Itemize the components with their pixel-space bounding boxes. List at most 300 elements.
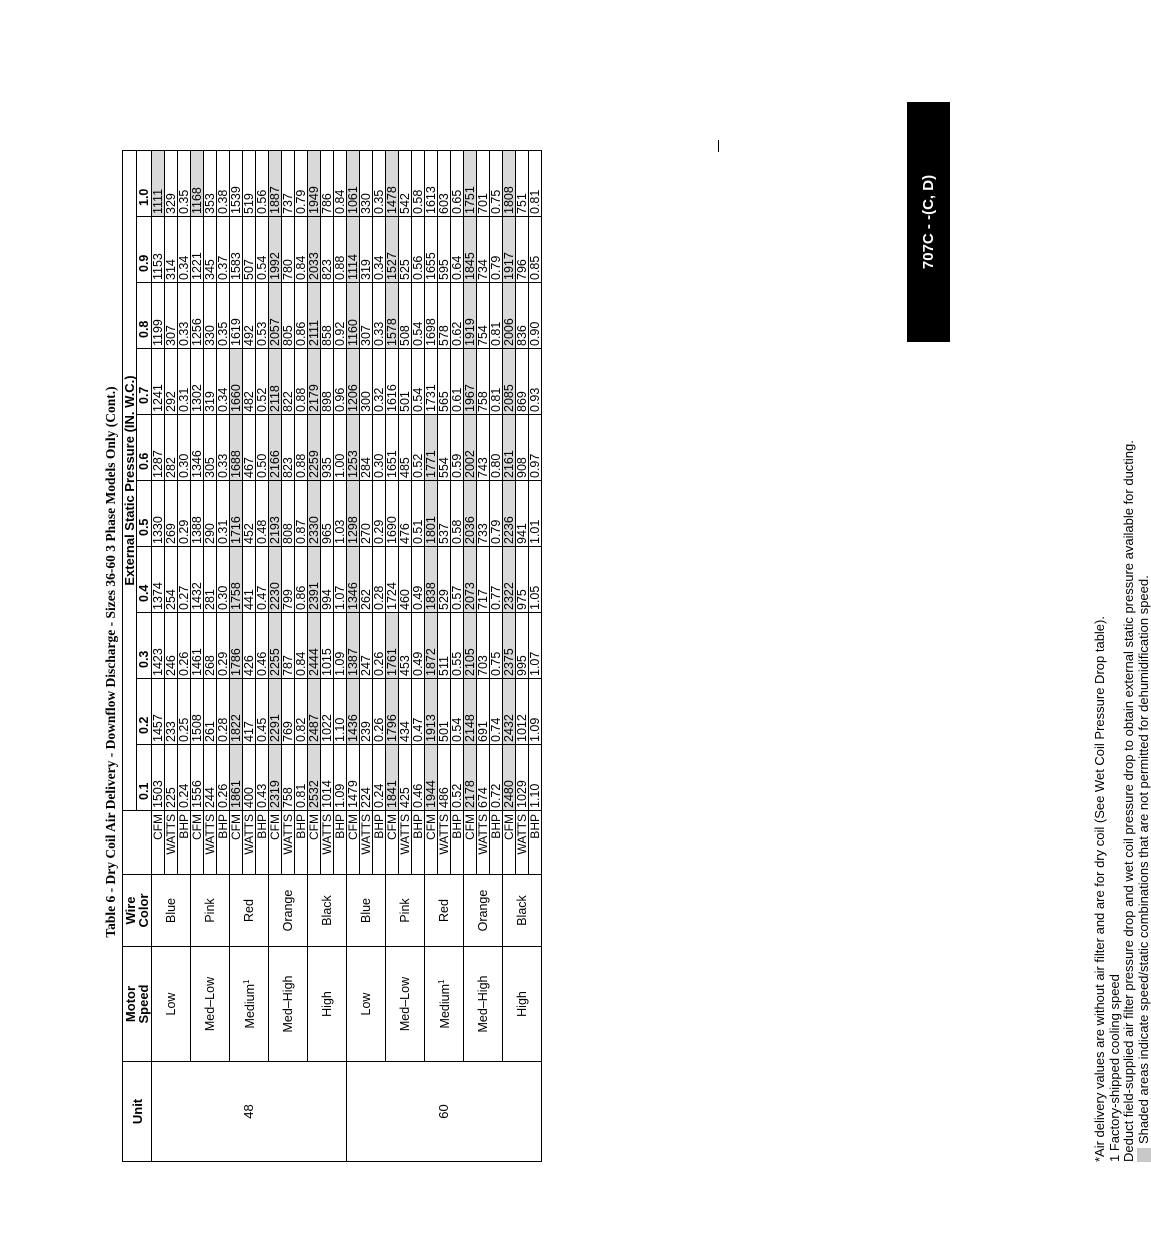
value-cell: 0.27 [178,547,191,613]
value-cell: 329 [165,151,178,217]
value-cell: 1.07 [529,613,542,679]
value-cell: 0.57 [451,547,464,613]
value-cell: 0.75 [490,613,503,679]
value-cell: 224 [360,745,373,811]
value-cell: 0.49 [412,613,425,679]
value-cell: 1508 [191,679,204,745]
motor-speed-text: Low [359,992,373,1016]
value-cell: 1206 [347,349,360,415]
value-cell: 261 [204,679,217,745]
value-cell: 0.88 [334,217,347,283]
value-cell: 0.47 [412,679,425,745]
value-cell: 2255 [269,613,282,679]
wire-color-cell: Pink [386,875,425,947]
value-cell: 537 [438,481,451,547]
row-label: CFM [347,811,360,875]
value-cell: 2259 [308,415,321,481]
value-cell: 2036 [464,481,477,547]
value-cell: 1.09 [334,745,347,811]
value-cell: 1111 [152,151,165,217]
value-cell: 529 [438,547,451,613]
value-cell: 1061 [347,151,360,217]
table-row [503,151,516,1162]
row-label: WATTS [321,811,334,875]
value-cell: 0.64 [451,217,464,283]
value-cell: 0.26 [373,613,386,679]
table-row [269,151,282,1162]
value-cell: 787 [282,613,295,679]
value-cell: 908 [516,415,529,481]
value-cell: 319 [360,217,373,283]
value-cell: 1168 [191,151,204,217]
value-cell: 780 [282,217,295,283]
pressure-header: 0.7 [137,349,152,415]
value-cell: 0.35 [373,151,386,217]
row-label: CFM [464,811,477,875]
side-tab-label: 707C - -(C, D) [907,102,950,342]
row-label: BHP [373,811,386,875]
value-cell: 1287 [152,415,165,481]
value-cell: 1029 [516,745,529,811]
value-cell: 2322 [503,547,516,613]
wire-color-header: Wire Color [123,875,152,947]
row-label: CFM [425,811,438,875]
row-label: WATTS [516,811,529,875]
value-cell: 1014 [321,745,334,811]
row-label: WATTS [165,811,178,875]
value-cell: 717 [477,547,490,613]
value-cell: 1731 [425,349,438,415]
value-cell: 0.80 [490,415,503,481]
value-cell: 1808 [503,151,516,217]
value-cell: 0.84 [295,613,308,679]
value-cell: 0.90 [529,283,542,349]
value-cell: 0.38 [217,151,230,217]
value-cell: 247 [360,613,373,679]
value-cell: 769 [282,679,295,745]
value-cell: 1.09 [334,613,347,679]
value-cell: 603 [438,151,451,217]
value-cell: 1801 [425,481,438,547]
value-cell: 2105 [464,613,477,679]
value-cell: 1616 [386,349,399,415]
value-cell: 1015 [321,613,334,679]
value-cell: 400 [243,745,256,811]
value-cell: 751 [516,151,529,217]
motor-speed-cell [308,947,347,1062]
value-cell: 1.07 [334,547,347,613]
speed-footnote: 1 [242,979,252,984]
value-cell: 898 [321,349,334,415]
value-cell: 0.54 [256,217,269,283]
value-cell: 239 [360,679,373,745]
value-cell: 2532 [308,745,321,811]
value-cell: 2166 [269,415,282,481]
value-cell: 0.53 [256,283,269,349]
value-cell: 1479 [347,745,360,811]
value-cell: 1861 [230,745,243,811]
value-cell: 1160 [347,283,360,349]
value-cell: 2193 [269,481,282,547]
value-cell: 269 [165,481,178,547]
value-cell: 0.50 [256,415,269,481]
value-cell: 225 [165,745,178,811]
value-cell: 1221 [191,217,204,283]
value-cell: 1655 [425,217,438,283]
value-cell: 0.84 [295,217,308,283]
value-cell: 307 [165,283,178,349]
speed-footnote: 1 [437,979,447,984]
value-cell: 0.46 [256,613,269,679]
value-cell: 1436 [347,679,360,745]
value-cell: 1.10 [529,745,542,811]
value-cell: 314 [165,217,178,283]
value-cell: 2391 [308,547,321,613]
table-row [464,151,477,1162]
value-cell: 1478 [386,151,399,217]
row-label: BHP [412,811,425,875]
row-label: WATTS [399,811,412,875]
value-cell: 1841 [386,745,399,811]
value-cell: 737 [282,151,295,217]
value-cell: 1845 [464,217,477,283]
motor-speed-cell [425,947,464,1062]
table-row [191,151,204,1162]
value-cell: 1913 [425,679,438,745]
motor-speed-cell [152,947,191,1062]
value-cell: 691 [477,679,490,745]
value-cell: 0.61 [451,349,464,415]
table-row [230,151,243,1162]
value-cell: 0.34 [178,217,191,283]
value-cell: 2330 [308,481,321,547]
value-cell: 0.26 [178,613,191,679]
value-cell: 0.79 [490,217,503,283]
value-cell: 0.86 [295,547,308,613]
value-cell: 0.29 [217,613,230,679]
value-cell: 975 [516,547,529,613]
row-label: CFM [191,811,204,875]
value-cell: 1771 [425,415,438,481]
value-cell: 305 [204,415,217,481]
value-cell: 743 [477,415,490,481]
value-cell: 1022 [321,679,334,745]
value-cell: 0.34 [373,217,386,283]
motor-speed-cell [386,947,425,1062]
value-cell: 1539 [230,151,243,217]
pressure-header: 1.0 [137,151,152,217]
value-cell: 941 [516,481,529,547]
value-cell: 0.74 [490,679,503,745]
esp-header: External Static Pressure (IN. W.C.) [123,151,137,811]
value-cell: 330 [360,151,373,217]
value-cell: 1253 [347,415,360,481]
value-cell: 0.28 [373,547,386,613]
value-cell: 501 [438,679,451,745]
value-cell: 270 [360,481,373,547]
motor-speed-cell [191,947,230,1062]
value-cell: 1556 [191,745,204,811]
row-label: CFM [386,811,399,875]
value-cell: 244 [204,745,217,811]
value-cell: 0.35 [217,283,230,349]
pressure-header: 0.4 [137,547,152,613]
value-cell: 1698 [425,283,438,349]
value-cell: 0.56 [412,217,425,283]
value-cell: 1919 [464,283,477,349]
value-cell: 0.29 [373,481,386,547]
value-cell: 1.00 [334,415,347,481]
note-shaded-text: Shaded areas indicate speed/static combinations that are not permitted for dehumidification speed. [1135,575,1151,1144]
value-cell: 0.25 [178,679,191,745]
value-cell: 2002 [464,415,477,481]
value-cell: 0.32 [373,349,386,415]
row-label: WATTS [204,811,217,875]
value-cell: 2148 [464,679,477,745]
value-cell: 858 [321,283,334,349]
motor-speed-cell [347,947,386,1062]
value-cell: 0.88 [295,349,308,415]
value-cell: 0.33 [373,283,386,349]
value-cell: 511 [438,613,451,679]
pressure-header: 0.6 [137,415,152,481]
value-cell: 0.58 [451,481,464,547]
value-cell: 1.05 [529,547,542,613]
value-cell: 0.35 [178,151,191,217]
table-row [386,151,399,1162]
value-cell: 353 [204,151,217,217]
wire-color-cell: Orange [464,875,503,947]
value-cell: 2118 [269,349,282,415]
wire-color-cell: Pink [191,875,230,947]
value-cell: 578 [438,283,451,349]
row-label: CFM [308,811,321,875]
value-cell: 519 [243,151,256,217]
value-cell: 0.54 [451,679,464,745]
value-cell: 0.43 [256,745,269,811]
value-cell: 823 [282,415,295,481]
wire-color-cell: Blue [347,875,386,947]
value-cell: 2480 [503,745,516,811]
value-cell: 0.79 [490,481,503,547]
unit-cell: 60 [347,1062,542,1162]
value-cell: 1346 [191,415,204,481]
value-cell: 1660 [230,349,243,415]
value-cell: 1.03 [334,481,347,547]
table-body [152,151,542,1162]
value-cell: 233 [165,679,178,745]
value-cell: 268 [204,613,217,679]
pressure-header: 0.5 [137,481,152,547]
value-cell: 0.72 [490,745,503,811]
value-cell: 0.54 [412,283,425,349]
value-cell: 1153 [152,217,165,283]
value-cell: 836 [516,283,529,349]
value-cell: 0.88 [295,415,308,481]
value-cell: 1796 [386,679,399,745]
value-cell: 2161 [503,415,516,481]
value-cell: 1346 [347,547,360,613]
value-cell: 0.77 [490,547,503,613]
value-cell: 0.86 [295,283,308,349]
shade-swatch [1137,1148,1151,1162]
value-cell: 1457 [152,679,165,745]
value-cell: 1613 [425,151,438,217]
value-cell: 0.34 [217,349,230,415]
value-cell: 0.59 [451,415,464,481]
row-label: BHP [178,811,191,875]
value-cell: 0.62 [451,283,464,349]
value-cell: 0.97 [529,415,542,481]
value-cell: 0.33 [178,283,191,349]
value-cell: 758 [282,745,295,811]
motor-speed-cell [269,947,308,1062]
value-cell: 1716 [230,481,243,547]
pressure-header: 0.9 [137,217,152,283]
value-cell: 1872 [425,613,438,679]
value-cell: 2085 [503,349,516,415]
value-cell: 965 [321,481,334,547]
value-cell: 482 [243,349,256,415]
value-cell: 754 [477,283,490,349]
value-cell: 758 [477,349,490,415]
value-cell: 701 [477,151,490,217]
value-cell: 1374 [152,547,165,613]
value-cell: 703 [477,613,490,679]
value-cell: 2432 [503,679,516,745]
value-cell: 417 [243,679,256,745]
value-cell: 2073 [464,547,477,613]
value-cell: 452 [243,481,256,547]
value-cell: 453 [399,613,412,679]
value-cell: 460 [399,547,412,613]
value-cell: 319 [204,349,217,415]
note-factory-speed: 1 Factory-shipped cooling speed [1106,974,1122,1162]
value-cell: 0.92 [334,283,347,349]
value-cell: 1944 [425,745,438,811]
value-cell: 292 [165,349,178,415]
value-cell: 2487 [308,679,321,745]
row-label: BHP [490,811,503,875]
value-cell: 2230 [269,547,282,613]
value-cell: 674 [477,745,490,811]
row-label: BHP [529,811,542,875]
value-cell: 822 [282,349,295,415]
value-cell: 0.81 [490,283,503,349]
row-label: BHP [451,811,464,875]
value-cell: 0.81 [490,349,503,415]
wire-color-cell: Black [503,875,542,947]
table-row [347,151,360,1162]
motor-speed-text: Medium [438,984,453,1029]
value-cell: 805 [282,283,295,349]
value-cell: 1967 [464,349,477,415]
value-cell: 0.26 [217,745,230,811]
value-cell: 0.84 [334,151,347,217]
value-cell: 1.09 [529,679,542,745]
value-cell: 2291 [269,679,282,745]
motor-speed-text: Med–Low [203,976,217,1032]
row-label: CFM [152,811,165,875]
value-cell: 425 [399,745,412,811]
value-cell: 492 [243,283,256,349]
value-cell: 733 [477,481,490,547]
row-label: WATTS [360,811,373,875]
value-cell: 786 [321,151,334,217]
table-row [152,151,165,1162]
value-cell: 0.52 [256,349,269,415]
value-cell: 0.54 [412,349,425,415]
row-label: WATTS [477,811,490,875]
value-cell: 434 [399,679,412,745]
row-label: BHP [217,811,230,875]
value-cell: 0.81 [529,151,542,217]
row-label: BHP [295,811,308,875]
label-header [123,811,152,875]
wire-color-cell: Blue [152,875,191,947]
row-label: BHP [334,811,347,875]
row-label: CFM [503,811,516,875]
motor-speed-text: Med–Low [398,976,412,1032]
value-cell: 1114 [347,217,360,283]
value-cell: 290 [204,481,217,547]
note-deduct: Deduct field-supplied air filter pressure drop and wet coil pressure drop to obtain external static pressure available for ducting. [1121,440,1136,1162]
value-cell: 995 [516,613,529,679]
value-cell: 0.26 [373,679,386,745]
motor-speed-cell [230,947,269,1062]
value-cell: 595 [438,217,451,283]
value-cell: 542 [399,151,412,217]
row-label: WATTS [243,811,256,875]
motor-speed-text: Med–High [281,975,295,1033]
motor-speed-text: Med–High [476,975,490,1033]
value-cell: 0.93 [529,349,542,415]
value-cell: 0.52 [412,415,425,481]
value-cell: 0.58 [412,151,425,217]
pressure-header: 0.8 [137,283,152,349]
motor-speed-text: Medium [243,984,258,1029]
unit-header: Unit [123,1062,152,1162]
value-cell: 0.47 [256,547,269,613]
value-cell: 2111 [308,283,321,349]
value-cell: 330 [204,283,217,349]
value-cell: 2179 [308,349,321,415]
note-dry-coil: *Air delivery values are without air filter and are for dry coil (See Wet Coil Pressure Drop table). [1092,616,1107,1162]
value-cell: 1822 [230,679,243,745]
value-cell: 796 [516,217,529,283]
value-cell: 1387 [347,613,360,679]
motor-speed-cell [503,947,542,1062]
value-cell: 476 [399,481,412,547]
value-cell: 2057 [269,283,282,349]
value-cell: 2444 [308,613,321,679]
value-cell: 0.79 [295,151,308,217]
value-cell: 1330 [152,481,165,547]
value-cell: 1503 [152,745,165,811]
wire-color-cell: Black [308,875,347,947]
table-row [308,151,321,1162]
motor-speed-text: High [320,991,334,1017]
value-cell: 1651 [386,415,399,481]
value-cell: 345 [204,217,217,283]
value-cell: 0.33 [217,415,230,481]
value-cell: 1949 [308,151,321,217]
value-cell: 1423 [152,613,165,679]
value-cell: 0.75 [490,151,503,217]
wire-color-cell: Red [425,875,464,947]
value-cell: 1388 [191,481,204,547]
value-cell: 0.29 [178,481,191,547]
